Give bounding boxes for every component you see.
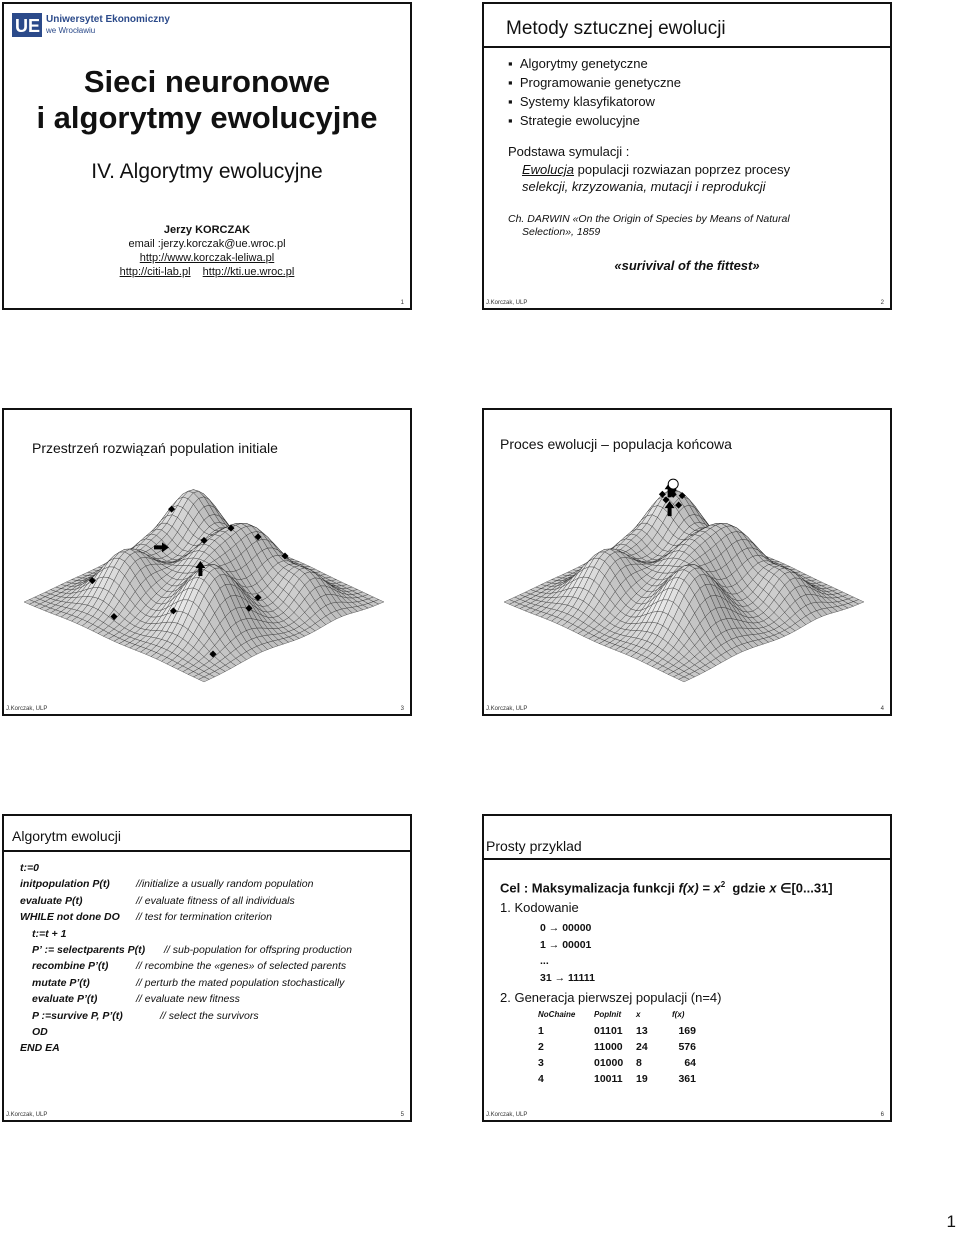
fitness-landscape-final — [484, 462, 890, 702]
title-divider — [484, 858, 890, 860]
table-cell: 8 — [636, 1057, 642, 1069]
table-row — [538, 1057, 712, 1073]
logo-line-2: we Wrocławiu — [46, 26, 96, 35]
footer-author: J.Korczak, ULP — [6, 706, 48, 712]
basis-text-2: selekcji, krzyzowania, mutacji i reprodukcji — [522, 179, 766, 194]
table-header: PopInit — [594, 1010, 622, 1019]
table-cell: 10011 — [594, 1073, 623, 1085]
page-number: 3 — [400, 706, 404, 712]
logo-line-1: Uniwersytet Ekonomiczny — [46, 14, 170, 25]
slide-title: Metody sztucznej ewolucji — [506, 18, 726, 39]
bullet-item: ▪ Algorytmy genetyczne — [508, 56, 648, 71]
table-cell: 361 — [678, 1073, 696, 1085]
table-cell: 11000 — [594, 1041, 623, 1053]
slide-title: Przestrzeń rozwiązań population initiale — [32, 440, 278, 456]
darwin-line-2: Selection», 1859 — [522, 226, 601, 238]
step-generation: 2. Generacja pierwszej populacji (n=4) — [500, 990, 722, 1005]
code-statement: OD — [32, 1025, 48, 1038]
table-cell: 3 — [538, 1057, 544, 1069]
code-comment: // test for termination criterion — [136, 911, 272, 924]
page-number: 5 — [400, 1112, 404, 1118]
university-logo — [12, 12, 172, 38]
population-table — [538, 1010, 712, 1089]
code-comment: // select the survivors — [160, 1009, 259, 1022]
title-line-1: Sieci neuronowe — [83, 64, 331, 99]
slide-4 — [482, 408, 892, 716]
slide-title: Prosty przyklad — [486, 838, 582, 854]
code-statement: END EA — [20, 1042, 60, 1055]
encoding-row — [540, 953, 595, 970]
table-header: x — [636, 1010, 641, 1019]
code-statement: P’ := selectparents P(t) — [32, 943, 146, 956]
url-citi-lab[interactable]: http://citi-lab.pl — [119, 266, 191, 278]
author-email: email :jerzy.korczak@ue.wroc.pl — [128, 238, 286, 250]
basis-label: Podstawa symulacji : — [508, 144, 630, 159]
table-cell: 24 — [636, 1041, 648, 1053]
author: Jerzy KORCZAK — [163, 224, 251, 236]
slide-1 — [2, 2, 412, 310]
slide-6 — [482, 814, 892, 1122]
bullet-item: ▪ Programowanie genetyczne — [508, 75, 681, 90]
encoding-value: 1 — [540, 938, 546, 951]
table-cell: 19 — [636, 1073, 648, 1085]
encoding-code: 00001 — [562, 938, 592, 951]
fitness-landscape-initial — [4, 462, 410, 702]
page-number: 4 — [880, 706, 884, 712]
arrow-right-icon: → — [551, 971, 569, 984]
slide-title: Algorytm ewolucji — [12, 828, 121, 844]
bullet-item: ▪ Strategie ewolucyjne — [508, 113, 640, 128]
code-statement: evaluate P(t) — [20, 894, 83, 907]
code-statement: initpopulation P(t) — [20, 878, 110, 891]
table-cell: 1 — [538, 1025, 544, 1037]
code-statement: P :=survive P, P’(t) — [32, 1009, 123, 1022]
encoding-code: 11111 — [568, 971, 595, 984]
code-comment: // recombine the «genes» of selected parents — [136, 960, 347, 973]
methods-list — [508, 54, 681, 130]
code-statement: recombine P’(t) — [32, 960, 109, 973]
arrow-right-icon: → — [545, 922, 563, 934]
arrow-right-icon: → — [545, 938, 563, 951]
page-number: 6 — [880, 1112, 884, 1118]
encoding-row — [540, 937, 595, 954]
code-comment: // perturb the mated population stochastically — [136, 976, 345, 989]
code-statement: t:=0 — [20, 862, 39, 874]
slide-title: Proces ewolucji – populacja końcowa — [500, 436, 732, 452]
darwin-quote: «surivival of the fittest» — [614, 258, 760, 273]
optimum-marker — [668, 479, 678, 489]
encoding-row — [540, 920, 595, 937]
encoding-list — [540, 920, 595, 986]
footer-author: J.Korczak, ULP — [486, 1112, 528, 1118]
subtitle: IV. Algorytmy ewolucyjne — [91, 160, 323, 183]
table-row — [538, 1041, 712, 1057]
footer-author: J.Korczak, ULP — [6, 1112, 48, 1118]
bullet-item: ▪ Systemy klasyfikatorow — [508, 94, 655, 109]
code-comment: // sub-population for offspring production — [164, 943, 352, 956]
encoding-value: 0 — [540, 922, 546, 934]
code-statement: mutate P’(t) — [32, 976, 90, 989]
code-comment: //initialize a usually random population — [136, 878, 314, 891]
encoding-code: 00000 — [562, 922, 592, 934]
code-statement: t:=t + 1 — [32, 927, 67, 940]
document-page-number: 1 — [946, 1212, 956, 1231]
table-cell: 64 — [684, 1057, 696, 1069]
table-row — [538, 1025, 712, 1041]
table-cell: 13 — [636, 1025, 648, 1037]
table-row — [538, 1073, 712, 1089]
footer-author: J.Korczak, ULP — [486, 300, 528, 306]
table-cell: 2 — [538, 1041, 544, 1053]
title-divider — [484, 46, 890, 48]
slide-5 — [2, 814, 412, 1122]
surface-mesh — [504, 490, 864, 682]
table-cell: 169 — [678, 1025, 696, 1037]
encoding-value: 31 — [540, 971, 552, 984]
encoding-row — [540, 970, 595, 987]
table-cell: 01101 — [594, 1025, 623, 1037]
step-encoding: 1. Kodowanie — [500, 900, 579, 915]
code-statement: WHILE not done DO — [20, 911, 120, 924]
code-statement: evaluate P’(t) — [32, 993, 98, 1006]
code-comment: // evaluate fitness of all individuals — [136, 894, 295, 907]
ue-logo-icon — [12, 13, 42, 37]
title-divider — [4, 850, 410, 852]
title-line-2: i algorytmy ewolucyjne — [36, 100, 378, 135]
darwin-line-1: Ch. DARWIN «On the Origin of Species by Means of Natural — [508, 213, 790, 225]
url-row — [4, 266, 410, 278]
footer-author: J.Korczak, ULP — [486, 706, 528, 712]
code-comment: // evaluate new fitness — [136, 993, 240, 1006]
table-cell: 4 — [538, 1073, 544, 1085]
surface-mesh — [24, 490, 384, 682]
table-cell: 01000 — [594, 1057, 624, 1069]
goal-line: Cel : Maksymalizacja funkcji $f(x) = x^2$ gdzie x ∈[0...31] — [500, 880, 833, 896]
page-number: 1 — [400, 300, 404, 306]
encoding-value: ... — [540, 955, 549, 967]
url-korczak-leliwa[interactable]: http://www.korczak-leliwa.pl — [139, 252, 275, 264]
page-number: 2 — [880, 300, 884, 306]
table-cell: 576 — [678, 1041, 696, 1053]
table-header: f(x) — [672, 1010, 685, 1019]
url-kti[interactable]: http://kti.ue.wroc.pl — [202, 266, 295, 278]
slide-3 — [2, 408, 412, 716]
svg-text:UE: UE — [15, 16, 41, 36]
table-header: NoChaine — [538, 1010, 576, 1019]
basis-text-1: Ewolucja populacji rozwiazan poprzez procesy — [522, 162, 791, 177]
slide-2 — [482, 2, 892, 310]
